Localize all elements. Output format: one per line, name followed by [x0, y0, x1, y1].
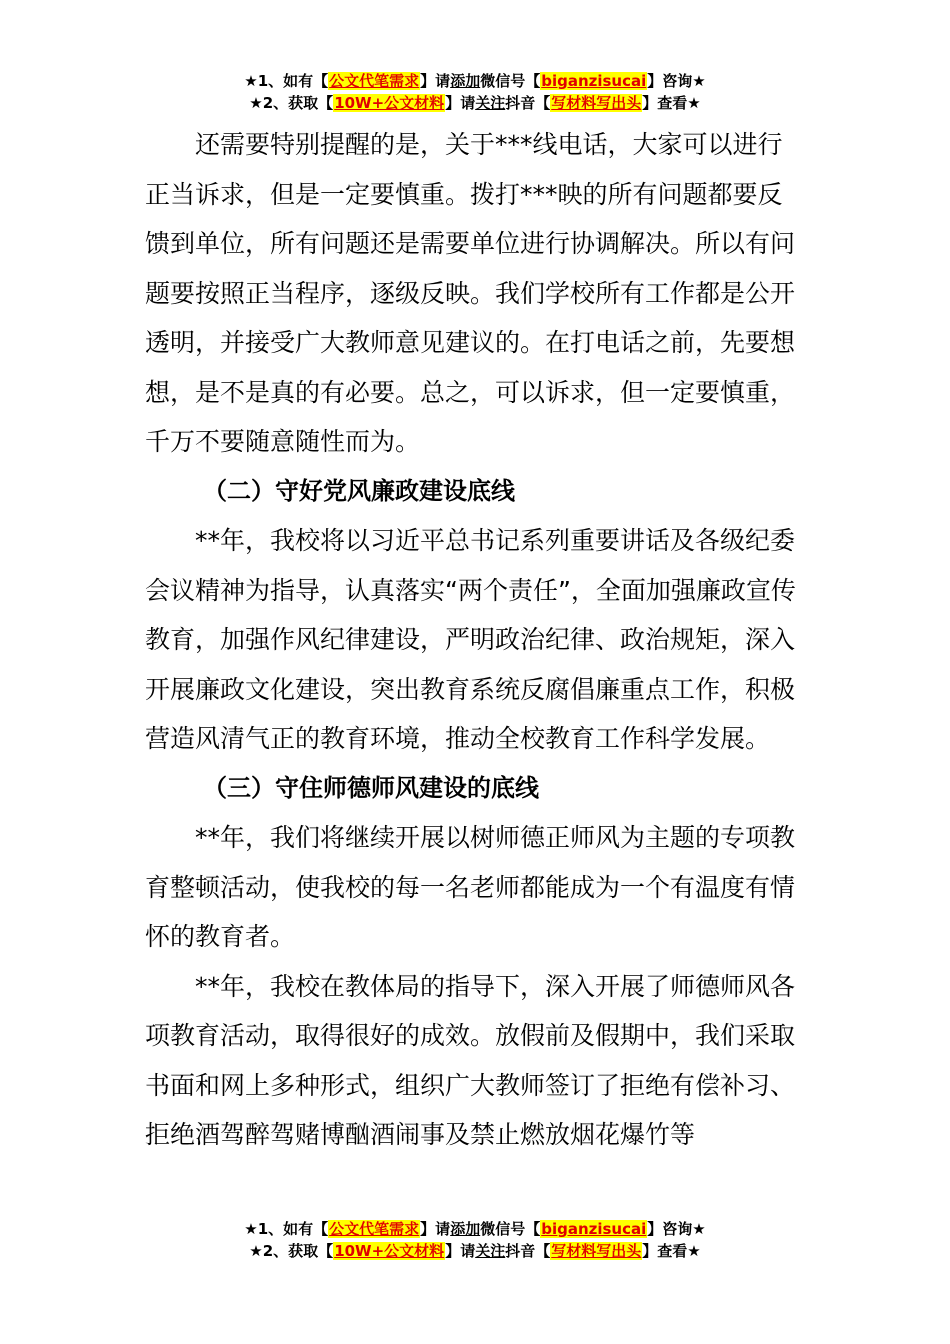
service-highlight: 公文代笔需求	[329, 1220, 420, 1238]
promo-line-1: ★1、如有【公文代笔需求】请添加微信号【biganzisucai】咨询★	[244, 72, 706, 90]
promo-line-2: ★2、获取【10W+公文材料】请关注抖音【写材料写出头】查看★	[249, 94, 701, 112]
document-body	[145, 120, 805, 1160]
promo-footer	[0, 1218, 950, 1262]
promo-header	[0, 70, 950, 114]
section-heading: （三）守住师德师风建设的底线	[203, 773, 539, 802]
promo-line-2: ★2、获取【10W+公文材料】请关注抖音【写材料写出头】查看★	[249, 1242, 701, 1260]
materials-highlight: 10W+公文材料	[334, 1242, 445, 1260]
wechat-id: biganzisucai	[541, 72, 647, 90]
section-heading: （二）守好党风廉政建设底线	[203, 476, 515, 505]
service-highlight: 公文代笔需求	[329, 72, 420, 90]
douyin-id: 写材料写出头	[551, 1242, 642, 1260]
douyin-id: 写材料写出头	[551, 94, 642, 112]
paragraph: **年，我们将继续开展以树师德正师风为主题的专项教育整顿活动，使我校的每一名老师都能成为一个有温度有情怀的教育者。	[145, 823, 796, 951]
materials-highlight: 10W+公文材料	[334, 94, 445, 112]
paragraph: **年，我校将以习近平总书记系列重要讲话及各级纪委会议精神为指导，认真落实“两个责任”，全面加强廉政宣传教育，加强作风纪律建设，严明政治纪律、政治规矩，深入开展廉政文化建设，突出教育系统反腐倡廉重点工作，积极营造风清气正的教育环境，推动全校教育工作科学发展。	[145, 526, 796, 753]
wechat-id: biganzisucai	[541, 1220, 647, 1238]
paragraph: 还需要特别提醒的是，关于***线电话，大家可以进行正当诉求，但是一定要慎重。拨打***映的所有问题都要反馈到单位，所有问题还是需要单位进行协调解决。所以有问题要按照正当程序，逐级反映。我们学校所有工作都是公开透明，并接受广大教师意见建议的。在打电话之前，先要想想，是不是真的有必要。总之，可以诉求，但一定要慎重，千万不要随意随性而为。	[145, 130, 796, 456]
promo-line-1: ★1、如有【公文代笔需求】请添加微信号【biganzisucai】咨询★	[244, 1220, 706, 1238]
paragraph: **年，我校在教体局的指导下，深入开展了师德师风各项教育活动，取得很好的成效。放假前及假期中，我们采取书面和网上多种形式，组织广大教师签订了拒绝有偿补习、拒绝酒驾醉驾赌博酗酒闹事及禁止燃放烟花爆竹等	[145, 971, 796, 1149]
